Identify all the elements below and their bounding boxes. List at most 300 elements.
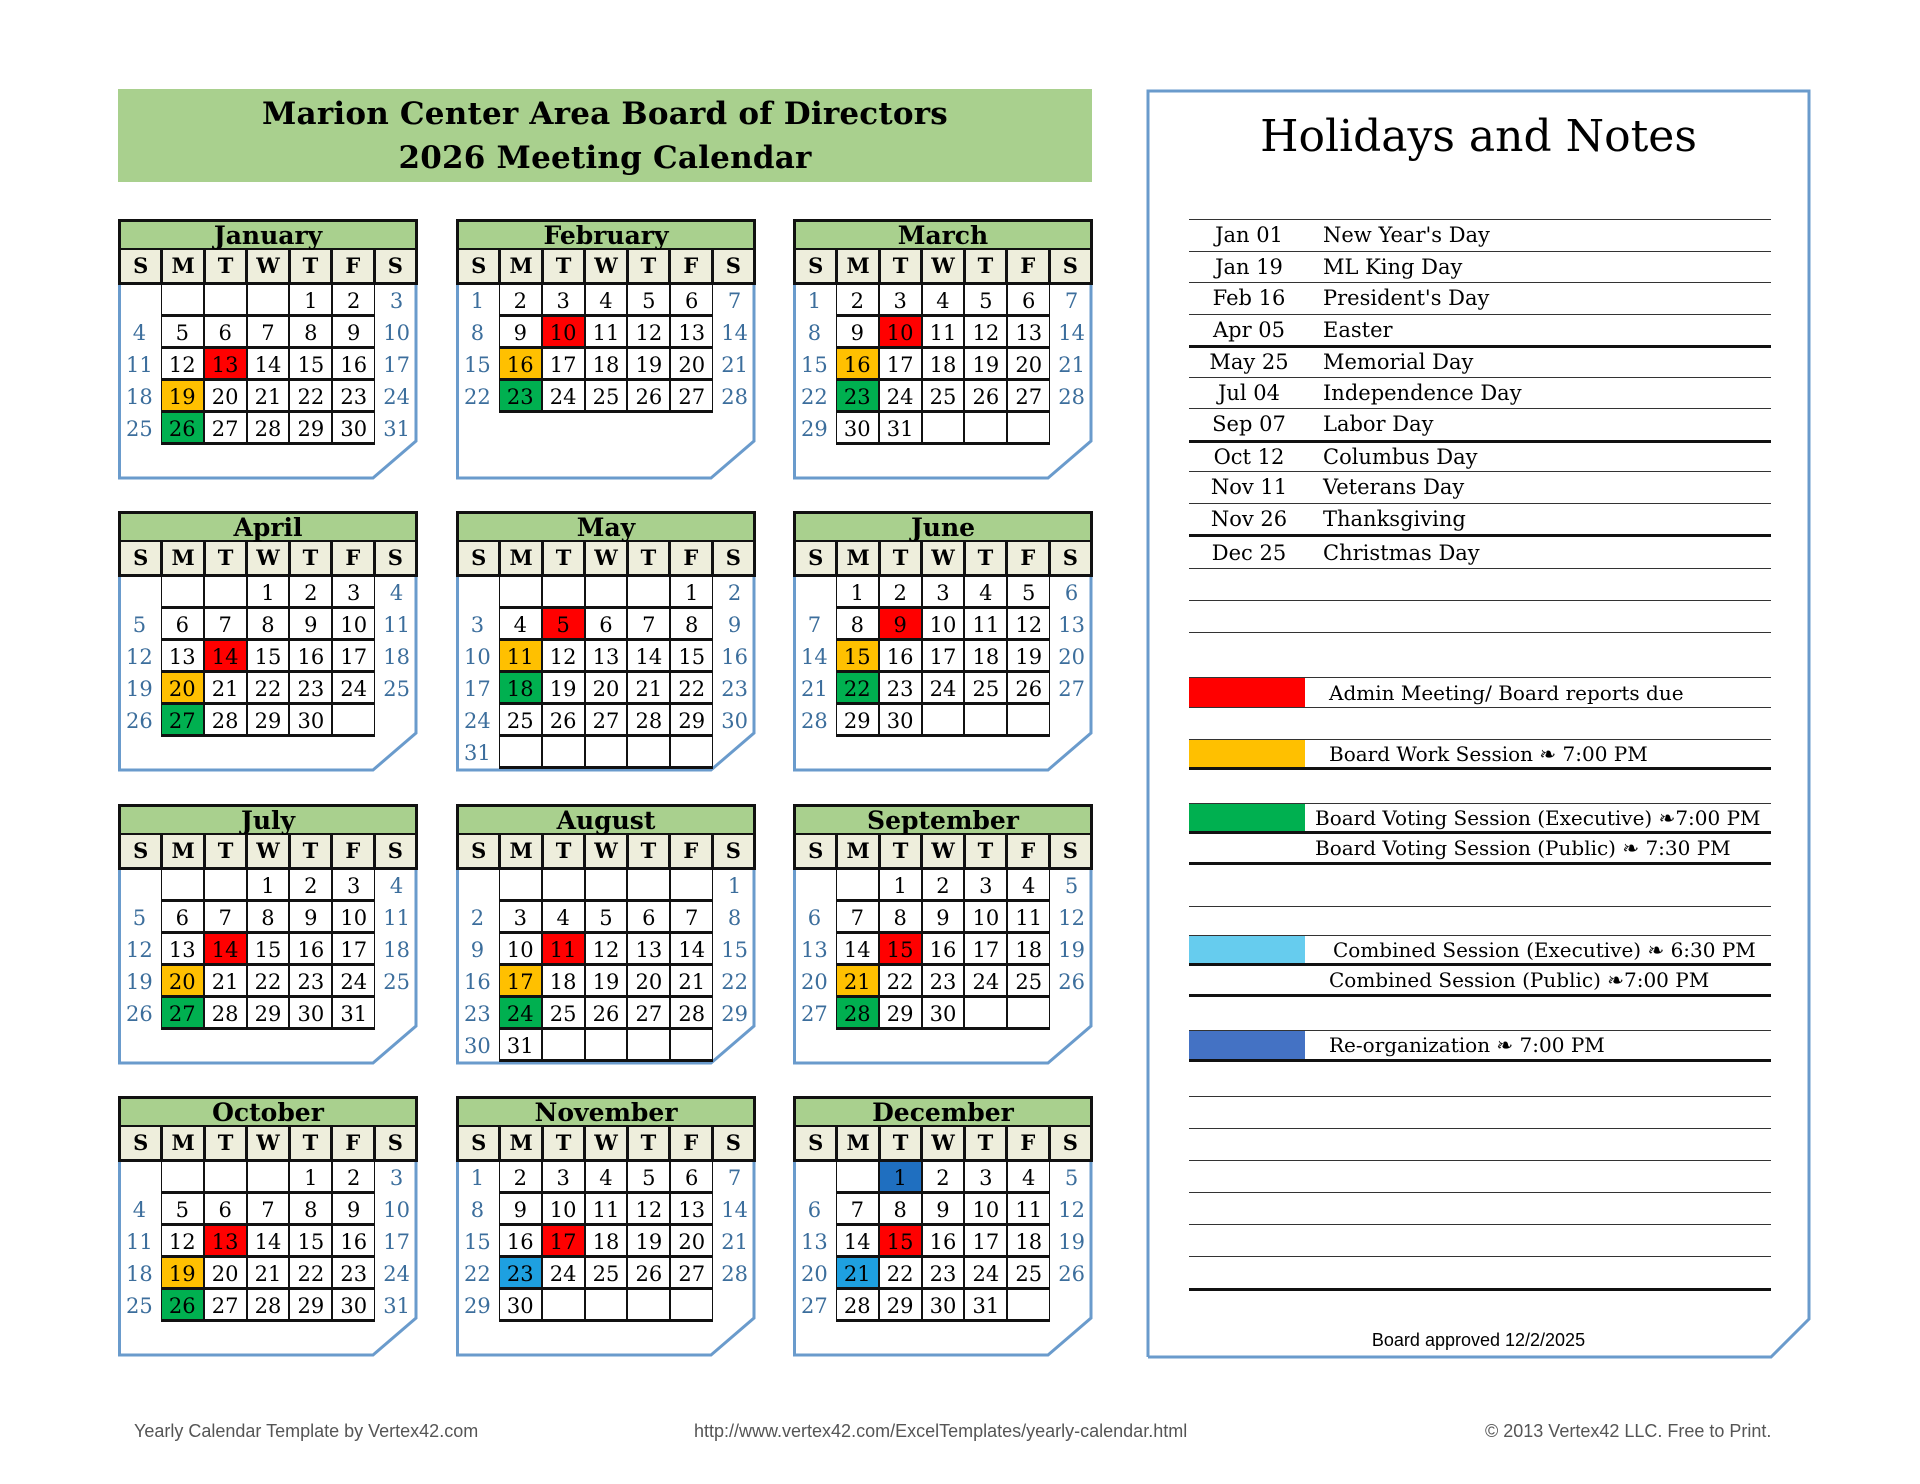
day-cell-green-meeting[interactable]: 27 <box>161 998 204 1030</box>
day-cell[interactable]: 7 <box>670 902 713 934</box>
day-cell[interactable]: 19 <box>627 349 670 381</box>
day-cell[interactable]: 25 <box>922 381 965 413</box>
day-cell[interactable]: 12 <box>126 938 153 962</box>
day-cell[interactable]: 10 <box>332 609 375 641</box>
day-cell[interactable]: 9 <box>332 317 375 349</box>
day-cell[interactable]: 22 <box>464 1262 491 1286</box>
day-cell-green-meeting[interactable]: 18 <box>499 673 542 705</box>
day-cell[interactable]: 16 <box>721 645 748 669</box>
day-cell[interactable]: 15 <box>247 934 290 966</box>
day-cell[interactable]: 13 <box>161 641 204 673</box>
day-cell[interactable]: 23 <box>289 673 332 705</box>
day-cell-green-meeting[interactable]: 26 <box>161 1290 204 1322</box>
day-cell[interactable]: 24 <box>542 1258 585 1290</box>
day-cell[interactable]: 19 <box>585 966 628 998</box>
day-cell[interactable]: 19 <box>542 673 585 705</box>
day-cell[interactable]: 8 <box>289 317 332 349</box>
day-cell[interactable]: 17 <box>542 349 585 381</box>
day-cell-red-meeting[interactable]: 14 <box>204 641 247 673</box>
day-cell[interactable]: 15 <box>801 353 828 377</box>
day-cell[interactable]: 13 <box>627 934 670 966</box>
day-cell[interactable]: 22 <box>289 1258 332 1290</box>
day-cell[interactable]: 21 <box>204 966 247 998</box>
day-cell[interactable]: 3 <box>879 285 922 317</box>
day-cell-gold-meeting[interactable]: 16 <box>499 349 542 381</box>
day-cell[interactable]: 3 <box>389 1166 404 1190</box>
day-cell-gold-meeting[interactable]: 11 <box>499 641 542 673</box>
day-cell-red-meeting[interactable]: 13 <box>204 349 247 381</box>
day-cell[interactable]: 10 <box>383 1198 410 1222</box>
day-cell[interactable]: 6 <box>1064 581 1079 605</box>
day-cell[interactable]: 15 <box>670 641 713 673</box>
day-cell[interactable]: 4 <box>585 285 628 317</box>
day-cell[interactable]: 14 <box>836 1226 879 1258</box>
day-cell-red-meeting[interactable]: 11 <box>542 934 585 966</box>
day-cell-green-meeting[interactable]: 27 <box>161 705 204 737</box>
day-cell[interactable]: 27 <box>801 1294 828 1318</box>
day-cell[interactable]: 27 <box>585 705 628 737</box>
day-cell[interactable]: 9 <box>470 938 485 962</box>
day-cell[interactable]: 27 <box>1007 381 1050 413</box>
day-cell[interactable]: 20 <box>627 966 670 998</box>
day-cell[interactable]: 27 <box>1058 677 1085 701</box>
day-cell[interactable]: 11 <box>383 906 410 930</box>
day-cell[interactable]: 4 <box>542 902 585 934</box>
day-cell[interactable]: 6 <box>1007 285 1050 317</box>
day-cell[interactable]: 22 <box>721 970 748 994</box>
day-cell[interactable]: 23 <box>332 1258 375 1290</box>
day-cell[interactable]: 4 <box>1007 870 1050 902</box>
day-cell[interactable]: 3 <box>922 577 965 609</box>
day-cell[interactable]: 28 <box>627 705 670 737</box>
day-cell[interactable]: 11 <box>383 613 410 637</box>
day-cell[interactable]: 15 <box>247 641 290 673</box>
day-cell[interactable]: 14 <box>670 934 713 966</box>
day-cell[interactable]: 23 <box>721 677 748 701</box>
day-cell[interactable]: 31 <box>332 998 375 1030</box>
day-cell[interactable]: 8 <box>727 906 742 930</box>
day-cell[interactable]: 17 <box>383 1230 410 1254</box>
day-cell[interactable]: 8 <box>247 609 290 641</box>
day-cell[interactable]: 16 <box>879 641 922 673</box>
day-cell[interactable]: 22 <box>879 966 922 998</box>
day-cell[interactable]: 21 <box>801 677 828 701</box>
day-cell-sky-meeting[interactable]: 21 <box>836 1258 879 1290</box>
day-cell[interactable]: 20 <box>801 1262 828 1286</box>
day-cell[interactable]: 16 <box>464 970 491 994</box>
day-cell[interactable]: 13 <box>670 317 713 349</box>
day-cell[interactable]: 27 <box>670 381 713 413</box>
day-cell[interactable]: 2 <box>499 1162 542 1194</box>
day-cell[interactable]: 25 <box>383 970 410 994</box>
day-cell[interactable]: 5 <box>964 285 1007 317</box>
day-cell[interactable]: 24 <box>879 381 922 413</box>
day-cell[interactable]: 30 <box>879 705 922 737</box>
day-cell[interactable]: 7 <box>727 289 742 313</box>
day-cell[interactable]: 8 <box>807 321 822 345</box>
day-cell[interactable]: 5 <box>1007 577 1050 609</box>
day-cell[interactable]: 18 <box>126 385 153 409</box>
day-cell[interactable]: 23 <box>289 966 332 998</box>
day-cell[interactable]: 24 <box>542 381 585 413</box>
day-cell[interactable]: 13 <box>801 1230 828 1254</box>
day-cell[interactable]: 19 <box>126 970 153 994</box>
day-cell[interactable]: 24 <box>332 673 375 705</box>
day-cell[interactable]: 30 <box>289 998 332 1030</box>
day-cell[interactable]: 14 <box>247 349 290 381</box>
day-cell[interactable]: 3 <box>964 870 1007 902</box>
day-cell[interactable]: 11 <box>585 1194 628 1226</box>
day-cell[interactable]: 4 <box>585 1162 628 1194</box>
day-cell[interactable]: 1 <box>470 1166 485 1190</box>
day-cell[interactable]: 7 <box>204 609 247 641</box>
day-cell[interactable]: 30 <box>499 1290 542 1322</box>
day-cell[interactable]: 15 <box>289 1226 332 1258</box>
day-cell[interactable]: 5 <box>132 906 147 930</box>
day-cell[interactable]: 17 <box>922 641 965 673</box>
day-cell[interactable]: 12 <box>1058 1198 1085 1222</box>
day-cell-blue-meeting[interactable]: 1 <box>879 1162 922 1194</box>
day-cell[interactable]: 3 <box>470 613 485 637</box>
day-cell-gold-meeting[interactable]: 21 <box>836 966 879 998</box>
day-cell[interactable]: 1 <box>470 289 485 313</box>
day-cell[interactable]: 31 <box>964 1290 1007 1322</box>
day-cell[interactable]: 10 <box>332 902 375 934</box>
day-cell[interactable]: 5 <box>161 1194 204 1226</box>
day-cell-green-meeting[interactable]: 23 <box>836 381 879 413</box>
day-cell[interactable]: 20 <box>1058 645 1085 669</box>
day-cell[interactable]: 25 <box>542 998 585 1030</box>
day-cell[interactable]: 18 <box>1007 934 1050 966</box>
day-cell[interactable]: 18 <box>1007 1226 1050 1258</box>
day-cell[interactable]: 24 <box>964 1258 1007 1290</box>
day-cell-red-meeting[interactable]: 10 <box>879 317 922 349</box>
day-cell[interactable]: 17 <box>383 353 410 377</box>
day-cell[interactable]: 25 <box>126 417 153 441</box>
day-cell[interactable]: 6 <box>204 317 247 349</box>
day-cell[interactable]: 3 <box>389 289 404 313</box>
day-cell-green-meeting[interactable]: 22 <box>836 673 879 705</box>
day-cell[interactable]: 30 <box>922 1290 965 1322</box>
day-cell[interactable]: 1 <box>247 870 290 902</box>
day-cell[interactable]: 11 <box>1007 902 1050 934</box>
day-cell[interactable]: 1 <box>289 285 332 317</box>
day-cell[interactable]: 15 <box>721 938 748 962</box>
day-cell[interactable]: 8 <box>247 902 290 934</box>
day-cell[interactable]: 12 <box>585 934 628 966</box>
day-cell[interactable]: 6 <box>627 902 670 934</box>
day-cell[interactable]: 22 <box>801 385 828 409</box>
day-cell[interactable]: 29 <box>801 417 828 441</box>
day-cell[interactable]: 26 <box>1058 1262 1085 1286</box>
day-cell[interactable]: 5 <box>132 613 147 637</box>
day-cell[interactable]: 11 <box>964 609 1007 641</box>
day-cell[interactable]: 6 <box>585 609 628 641</box>
day-cell[interactable]: 12 <box>161 1226 204 1258</box>
day-cell[interactable]: 30 <box>332 413 375 445</box>
day-cell[interactable]: 8 <box>879 902 922 934</box>
day-cell[interactable]: 27 <box>627 998 670 1030</box>
day-cell[interactable]: 30 <box>464 1034 491 1058</box>
day-cell[interactable]: 9 <box>289 609 332 641</box>
day-cell[interactable]: 17 <box>964 934 1007 966</box>
day-cell[interactable]: 1 <box>727 874 742 898</box>
day-cell-green-meeting[interactable]: 26 <box>161 413 204 445</box>
day-cell[interactable]: 11 <box>126 353 153 377</box>
day-cell[interactable]: 29 <box>289 413 332 445</box>
day-cell[interactable]: 2 <box>727 581 742 605</box>
day-cell[interactable]: 29 <box>879 998 922 1030</box>
day-cell[interactable]: 26 <box>126 1002 153 1026</box>
day-cell[interactable]: 11 <box>126 1230 153 1254</box>
day-cell[interactable]: 1 <box>879 870 922 902</box>
day-cell[interactable]: 18 <box>383 938 410 962</box>
day-cell[interactable]: 30 <box>721 709 748 733</box>
day-cell[interactable]: 10 <box>464 645 491 669</box>
day-cell[interactable]: 8 <box>470 321 485 345</box>
day-cell[interactable]: 25 <box>964 673 1007 705</box>
day-cell[interactable]: 5 <box>1064 874 1079 898</box>
day-cell[interactable]: 24 <box>922 673 965 705</box>
day-cell[interactable]: 26 <box>1007 673 1050 705</box>
day-cell[interactable]: 4 <box>389 874 404 898</box>
day-cell[interactable]: 7 <box>247 317 290 349</box>
day-cell[interactable]: 24 <box>964 966 1007 998</box>
day-cell[interactable]: 6 <box>807 1198 822 1222</box>
day-cell[interactable]: 7 <box>247 1194 290 1226</box>
day-cell-red-meeting[interactable]: 10 <box>542 317 585 349</box>
day-cell[interactable]: 24 <box>383 385 410 409</box>
day-cell[interactable]: 6 <box>670 285 713 317</box>
day-cell[interactable]: 12 <box>627 317 670 349</box>
day-cell[interactable]: 5 <box>627 285 670 317</box>
day-cell[interactable]: 22 <box>247 673 290 705</box>
day-cell[interactable]: 21 <box>670 966 713 998</box>
day-cell[interactable]: 21 <box>721 353 748 377</box>
day-cell[interactable]: 12 <box>161 349 204 381</box>
day-cell[interactable]: 29 <box>247 705 290 737</box>
day-cell[interactable]: 14 <box>1058 321 1085 345</box>
day-cell[interactable]: 3 <box>542 285 585 317</box>
day-cell-gold-meeting[interactable]: 19 <box>161 381 204 413</box>
day-cell[interactable]: 29 <box>721 1002 748 1026</box>
day-cell[interactable]: 2 <box>289 870 332 902</box>
day-cell[interactable]: 18 <box>964 641 1007 673</box>
day-cell[interactable]: 2 <box>332 285 375 317</box>
day-cell[interactable]: 31 <box>464 741 491 765</box>
day-cell[interactable]: 26 <box>585 998 628 1030</box>
day-cell[interactable]: 16 <box>499 1226 542 1258</box>
day-cell[interactable]: 26 <box>542 705 585 737</box>
day-cell[interactable]: 2 <box>499 285 542 317</box>
day-cell[interactable]: 21 <box>1058 353 1085 377</box>
day-cell[interactable]: 20 <box>801 970 828 994</box>
day-cell[interactable]: 12 <box>126 645 153 669</box>
day-cell[interactable]: 8 <box>836 609 879 641</box>
day-cell[interactable]: 21 <box>247 381 290 413</box>
day-cell[interactable]: 11 <box>922 317 965 349</box>
day-cell[interactable]: 5 <box>161 317 204 349</box>
day-cell[interactable]: 3 <box>332 577 375 609</box>
day-cell[interactable]: 8 <box>289 1194 332 1226</box>
day-cell[interactable]: 28 <box>247 413 290 445</box>
day-cell-gold-meeting[interactable]: 19 <box>161 1258 204 1290</box>
day-cell[interactable]: 23 <box>464 1002 491 1026</box>
day-cell[interactable]: 27 <box>204 413 247 445</box>
day-cell[interactable]: 14 <box>721 321 748 345</box>
day-cell[interactable]: 8 <box>879 1194 922 1226</box>
day-cell[interactable]: 14 <box>247 1226 290 1258</box>
day-cell-green-meeting[interactable]: 28 <box>836 998 879 1030</box>
day-cell-green-meeting[interactable]: 24 <box>499 998 542 1030</box>
day-cell[interactable]: 4 <box>922 285 965 317</box>
day-cell[interactable]: 15 <box>464 353 491 377</box>
day-cell[interactable]: 16 <box>289 641 332 673</box>
day-cell[interactable]: 3 <box>542 1162 585 1194</box>
day-cell[interactable]: 28 <box>204 998 247 1030</box>
day-cell[interactable]: 1 <box>670 577 713 609</box>
day-cell[interactable]: 13 <box>161 934 204 966</box>
day-cell[interactable]: 16 <box>922 1226 965 1258</box>
day-cell[interactable]: 25 <box>1007 966 1050 998</box>
day-cell[interactable]: 14 <box>721 1198 748 1222</box>
day-cell[interactable]: 21 <box>627 673 670 705</box>
day-cell[interactable]: 1 <box>807 289 822 313</box>
day-cell-gold-meeting[interactable]: 17 <box>499 966 542 998</box>
day-cell[interactable]: 15 <box>289 349 332 381</box>
day-cell[interactable]: 4 <box>964 577 1007 609</box>
day-cell[interactable]: 20 <box>670 349 713 381</box>
day-cell[interactable]: 1 <box>836 577 879 609</box>
day-cell[interactable]: 17 <box>332 934 375 966</box>
day-cell[interactable]: 7 <box>627 609 670 641</box>
day-cell[interactable]: 19 <box>1007 641 1050 673</box>
day-cell[interactable]: 18 <box>922 349 965 381</box>
day-cell[interactable]: 26 <box>627 381 670 413</box>
day-cell[interactable]: 10 <box>964 1194 1007 1226</box>
day-cell-red-meeting[interactable]: 15 <box>879 1226 922 1258</box>
day-cell[interactable]: 13 <box>1007 317 1050 349</box>
day-cell[interactable]: 7 <box>836 902 879 934</box>
day-cell[interactable]: 12 <box>1007 609 1050 641</box>
day-cell[interactable]: 15 <box>464 1230 491 1254</box>
day-cell[interactable]: 27 <box>670 1258 713 1290</box>
day-cell[interactable]: 18 <box>585 1226 628 1258</box>
day-cell[interactable]: 6 <box>807 906 822 930</box>
day-cell[interactable]: 29 <box>289 1290 332 1322</box>
day-cell[interactable]: 12 <box>627 1194 670 1226</box>
day-cell[interactable]: 29 <box>879 1290 922 1322</box>
day-cell[interactable]: 6 <box>204 1194 247 1226</box>
day-cell[interactable]: 8 <box>670 609 713 641</box>
day-cell[interactable]: 14 <box>836 934 879 966</box>
day-cell[interactable]: 18 <box>126 1262 153 1286</box>
day-cell-red-meeting[interactable]: 15 <box>879 934 922 966</box>
day-cell[interactable]: 17 <box>332 641 375 673</box>
day-cell[interactable]: 29 <box>670 705 713 737</box>
day-cell[interactable]: 18 <box>542 966 585 998</box>
day-cell[interactable]: 10 <box>542 1194 585 1226</box>
day-cell-gold-meeting[interactable]: 20 <box>161 673 204 705</box>
day-cell[interactable]: 16 <box>332 1226 375 1258</box>
day-cell[interactable]: 29 <box>247 998 290 1030</box>
day-cell[interactable]: 28 <box>721 1262 748 1286</box>
day-cell[interactable]: 23 <box>879 673 922 705</box>
day-cell[interactable]: 3 <box>499 902 542 934</box>
day-cell[interactable]: 2 <box>836 285 879 317</box>
day-cell[interactable]: 7 <box>727 1166 742 1190</box>
day-cell-red-meeting[interactable]: 9 <box>879 609 922 641</box>
day-cell[interactable]: 3 <box>332 870 375 902</box>
day-cell[interactable]: 28 <box>247 1290 290 1322</box>
day-cell[interactable]: 12 <box>964 317 1007 349</box>
day-cell-red-meeting[interactable]: 5 <box>542 609 585 641</box>
day-cell[interactable]: 29 <box>836 705 879 737</box>
day-cell[interactable]: 7 <box>204 902 247 934</box>
day-cell[interactable]: 9 <box>922 1194 965 1226</box>
day-cell[interactable]: 8 <box>470 1198 485 1222</box>
day-cell[interactable]: 29 <box>464 1294 491 1318</box>
day-cell[interactable]: 23 <box>332 381 375 413</box>
day-cell[interactable]: 28 <box>721 385 748 409</box>
day-cell-gold-meeting[interactable]: 15 <box>836 641 879 673</box>
day-cell-green-meeting[interactable]: 23 <box>499 381 542 413</box>
day-cell[interactable]: 2 <box>922 870 965 902</box>
day-cell[interactable]: 11 <box>1007 1194 1050 1226</box>
day-cell-gold-meeting[interactable]: 20 <box>161 966 204 998</box>
day-cell[interactable]: 20 <box>204 1258 247 1290</box>
day-cell[interactable]: 2 <box>922 1162 965 1194</box>
day-cell[interactable]: 22 <box>289 381 332 413</box>
day-cell[interactable]: 28 <box>204 705 247 737</box>
day-cell[interactable]: 5 <box>1064 1166 1079 1190</box>
day-cell[interactable]: 13 <box>1058 613 1085 637</box>
day-cell[interactable]: 19 <box>964 349 1007 381</box>
day-cell-red-meeting[interactable]: 17 <box>542 1226 585 1258</box>
day-cell[interactable]: 7 <box>836 1194 879 1226</box>
day-cell[interactable]: 2 <box>470 906 485 930</box>
day-cell[interactable]: 24 <box>383 1262 410 1286</box>
day-cell[interactable]: 19 <box>126 677 153 701</box>
day-cell[interactable]: 7 <box>807 613 822 637</box>
day-cell[interactable]: 9 <box>332 1194 375 1226</box>
day-cell[interactable]: 2 <box>332 1162 375 1194</box>
day-cell[interactable]: 16 <box>922 934 965 966</box>
day-cell[interactable]: 21 <box>204 673 247 705</box>
day-cell[interactable]: 27 <box>801 1002 828 1026</box>
day-cell[interactable]: 2 <box>289 577 332 609</box>
day-cell[interactable]: 26 <box>964 381 1007 413</box>
day-cell[interactable]: 20 <box>670 1226 713 1258</box>
day-cell[interactable]: 30 <box>836 413 879 445</box>
day-cell[interactable]: 2 <box>879 577 922 609</box>
day-cell[interactable]: 9 <box>836 317 879 349</box>
day-cell[interactable]: 30 <box>922 998 965 1030</box>
day-cell[interactable]: 10 <box>383 321 410 345</box>
day-cell[interactable]: 31 <box>499 1030 542 1062</box>
day-cell[interactable]: 22 <box>670 673 713 705</box>
day-cell[interactable]: 28 <box>1058 385 1085 409</box>
day-cell[interactable]: 5 <box>585 902 628 934</box>
day-cell[interactable]: 25 <box>1007 1258 1050 1290</box>
day-cell[interactable]: 26 <box>1058 970 1085 994</box>
day-cell[interactable]: 18 <box>585 349 628 381</box>
day-cell[interactable]: 3 <box>964 1162 1007 1194</box>
day-cell[interactable]: 5 <box>627 1162 670 1194</box>
day-cell[interactable]: 19 <box>627 1226 670 1258</box>
day-cell-sky-meeting[interactable]: 23 <box>499 1258 542 1290</box>
day-cell[interactable]: 20 <box>204 381 247 413</box>
